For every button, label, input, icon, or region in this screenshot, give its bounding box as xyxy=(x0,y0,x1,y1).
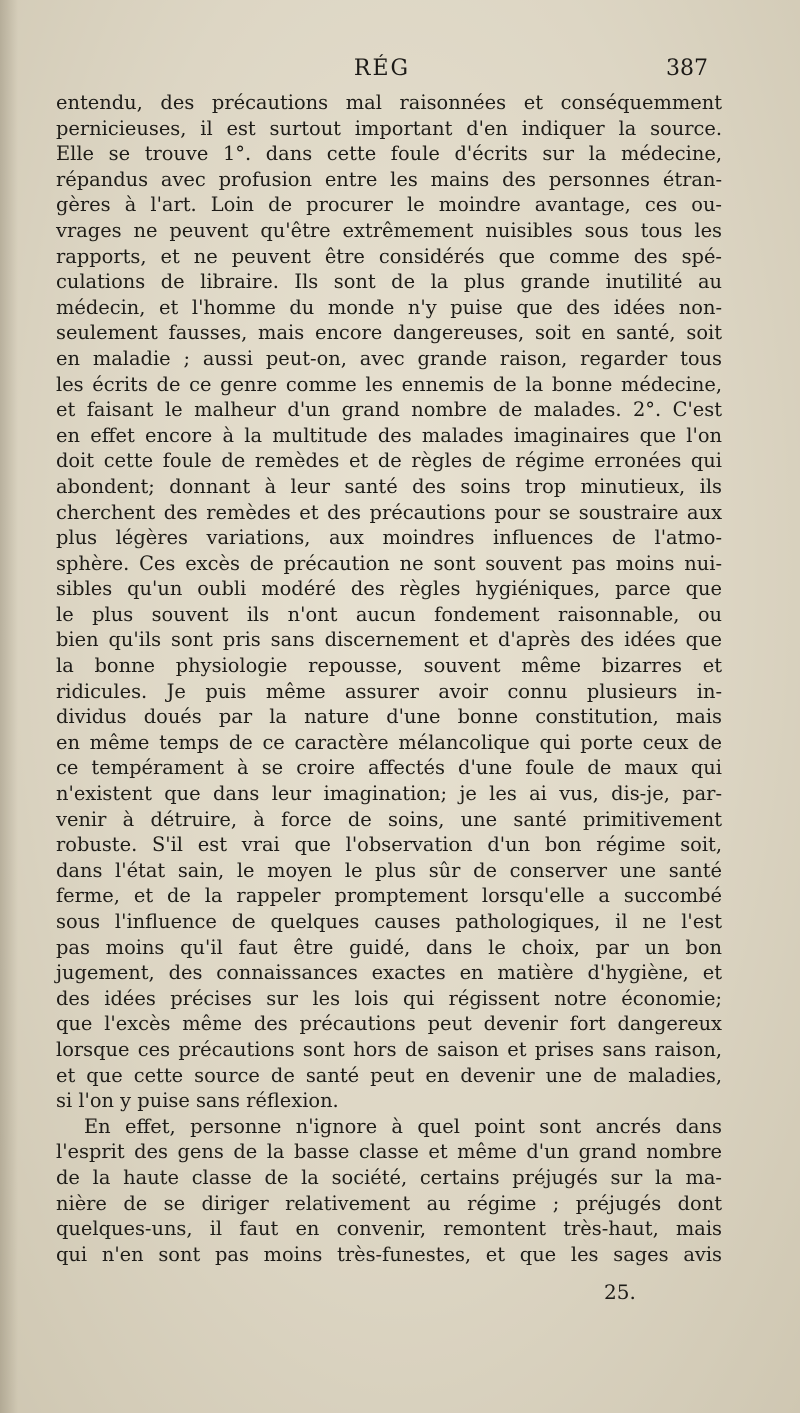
text-line: Elle se trouve 1°. dans cette foule d'écrits sur la médecine, xyxy=(56,142,722,166)
running-head: RÉG xyxy=(353,56,411,81)
text-line: médecin, et l'homme du monde n'y puise que des idées non- xyxy=(56,295,722,319)
text-line: en même temps de ce caractère mélancolique qui porte ceux de xyxy=(56,730,722,754)
text-line: le plus souvent ils n'ont aucun fondement raisonnable, ou xyxy=(56,602,722,626)
text-line: ridicules. Je puis même assurer avoir connu plusieurs in- xyxy=(56,679,722,703)
text-line: l'esprit des gens de la basse classe et même d'un grand nombre xyxy=(56,1140,722,1164)
text-line: sous l'influence de quelques causes pathologiques, il ne l'est xyxy=(56,910,722,933)
text-line: bien qu'ils sont pris sans discernement et d'après des idées que xyxy=(56,628,722,652)
text-line: seulement fausses, mais encore dangereuses, soit en santé, soit xyxy=(56,321,722,345)
text-line: rapports, et ne peuvent être considérés que comme des spé- xyxy=(56,244,722,268)
text-line: dividus doués par la nature d'une bonne constitution, mais xyxy=(56,705,722,729)
paragraph-start-line: En effet, personne n'ignore à quel point sont ancrés dans xyxy=(84,1114,722,1138)
text-line: vrages ne peuvent qu'être extrêmement nuisibles sous tous les xyxy=(56,218,722,242)
signature-mark: 25. xyxy=(604,1280,636,1304)
page-number: 387 xyxy=(666,56,708,81)
text-line: robuste. S'il est vrai que l'observation d'un bon régime soit, xyxy=(56,833,722,857)
text-line: gères à l'art. Loin de procurer le moindre avantage, ces ou- xyxy=(56,193,722,217)
body-text xyxy=(56,90,722,1267)
text-line: doit cette foule de remèdes et de règles de régime erronées qui xyxy=(56,449,722,473)
text-line: dans l'état sain, le moyen le plus sûr de conserver une santé xyxy=(56,858,722,882)
text-line: la bonne physiologie repousse, souvent même bizarres et xyxy=(56,654,722,678)
text-line: pas moins qu'il faut être guidé, dans le choix, par un bon xyxy=(56,935,722,959)
text-line: quelques-uns, il faut en convenir, remontent très-haut, mais xyxy=(56,1217,722,1241)
text-line: les écrits de ce genre comme les ennemis de la bonne médecine, xyxy=(56,372,722,396)
text-line: en maladie ; aussi peut-on, avec grande raison, regarder tous xyxy=(56,346,722,370)
text-line: et faisant le malheur d'un grand nombre de malades. 2°. C'est xyxy=(56,398,722,422)
text-line: de la haute classe de la société, certains préjugés sur la ma- xyxy=(56,1165,722,1189)
text-line: et que cette source de santé peut en devenir une de maladies, xyxy=(56,1063,722,1087)
text-line: plus légères variations, aux moindres influences de l'atmo- xyxy=(56,526,722,550)
paragraph-end-line: si l'on y puise sans réflexion. xyxy=(56,1089,339,1113)
text-line: nière de se diriger relativement au régime ; préjugés dont xyxy=(56,1191,722,1215)
text-line: n'existent que dans leur imagination; je les ai vus, dis-je, par- xyxy=(56,782,722,806)
text-line: venir à détruire, à force de soins, une santé primitivement xyxy=(56,807,722,831)
text-line: en effet encore à la multitude des malades imaginaires que l'on xyxy=(56,423,722,447)
text-line: entendu, des précautions mal raisonnées et conséquemment xyxy=(56,91,722,114)
text-line: sphère. Ces excès de précaution ne sont souvent pas moins nui- xyxy=(56,551,722,575)
text-line: abondent; donnant à leur santé des soins trop minutieux, ils xyxy=(56,474,722,498)
page-header xyxy=(56,56,708,90)
text-line: ce tempérament à se croire affectés d'une foule de maux qui xyxy=(56,756,722,780)
text-line: des idées précises sur les lois qui régissent notre économie; xyxy=(56,986,722,1010)
page-gutter-shadow xyxy=(0,0,18,1413)
text-line: qui n'en sont pas moins très-funestes, et que les sages avis xyxy=(56,1242,722,1266)
text-line: sibles qu'un oubli modéré des règles hygiéniques, parce que xyxy=(56,577,722,601)
text-line: lorsque ces précautions sont hors de saison et prises sans raison, xyxy=(56,1037,722,1061)
text-line: répandus avec profusion entre les mains des personnes étran- xyxy=(56,167,722,191)
text-line: culations de libraire. Ils sont de la plus grande inutilité au xyxy=(56,270,722,294)
text-line: que l'excès même des précautions peut devenir fort dangereux xyxy=(56,1012,722,1036)
text-line: jugement, des connaissances exactes en matière d'hygiène, et xyxy=(56,961,722,985)
text-line: ferme, et de la rappeler promptement lorsqu'elle a succombé xyxy=(56,884,722,908)
text-line: cherchent des remèdes et des précautions pour se soustraire aux xyxy=(56,500,722,524)
text-line: pernicieuses, il est surtout important d'en indiquer la source. xyxy=(56,116,722,140)
